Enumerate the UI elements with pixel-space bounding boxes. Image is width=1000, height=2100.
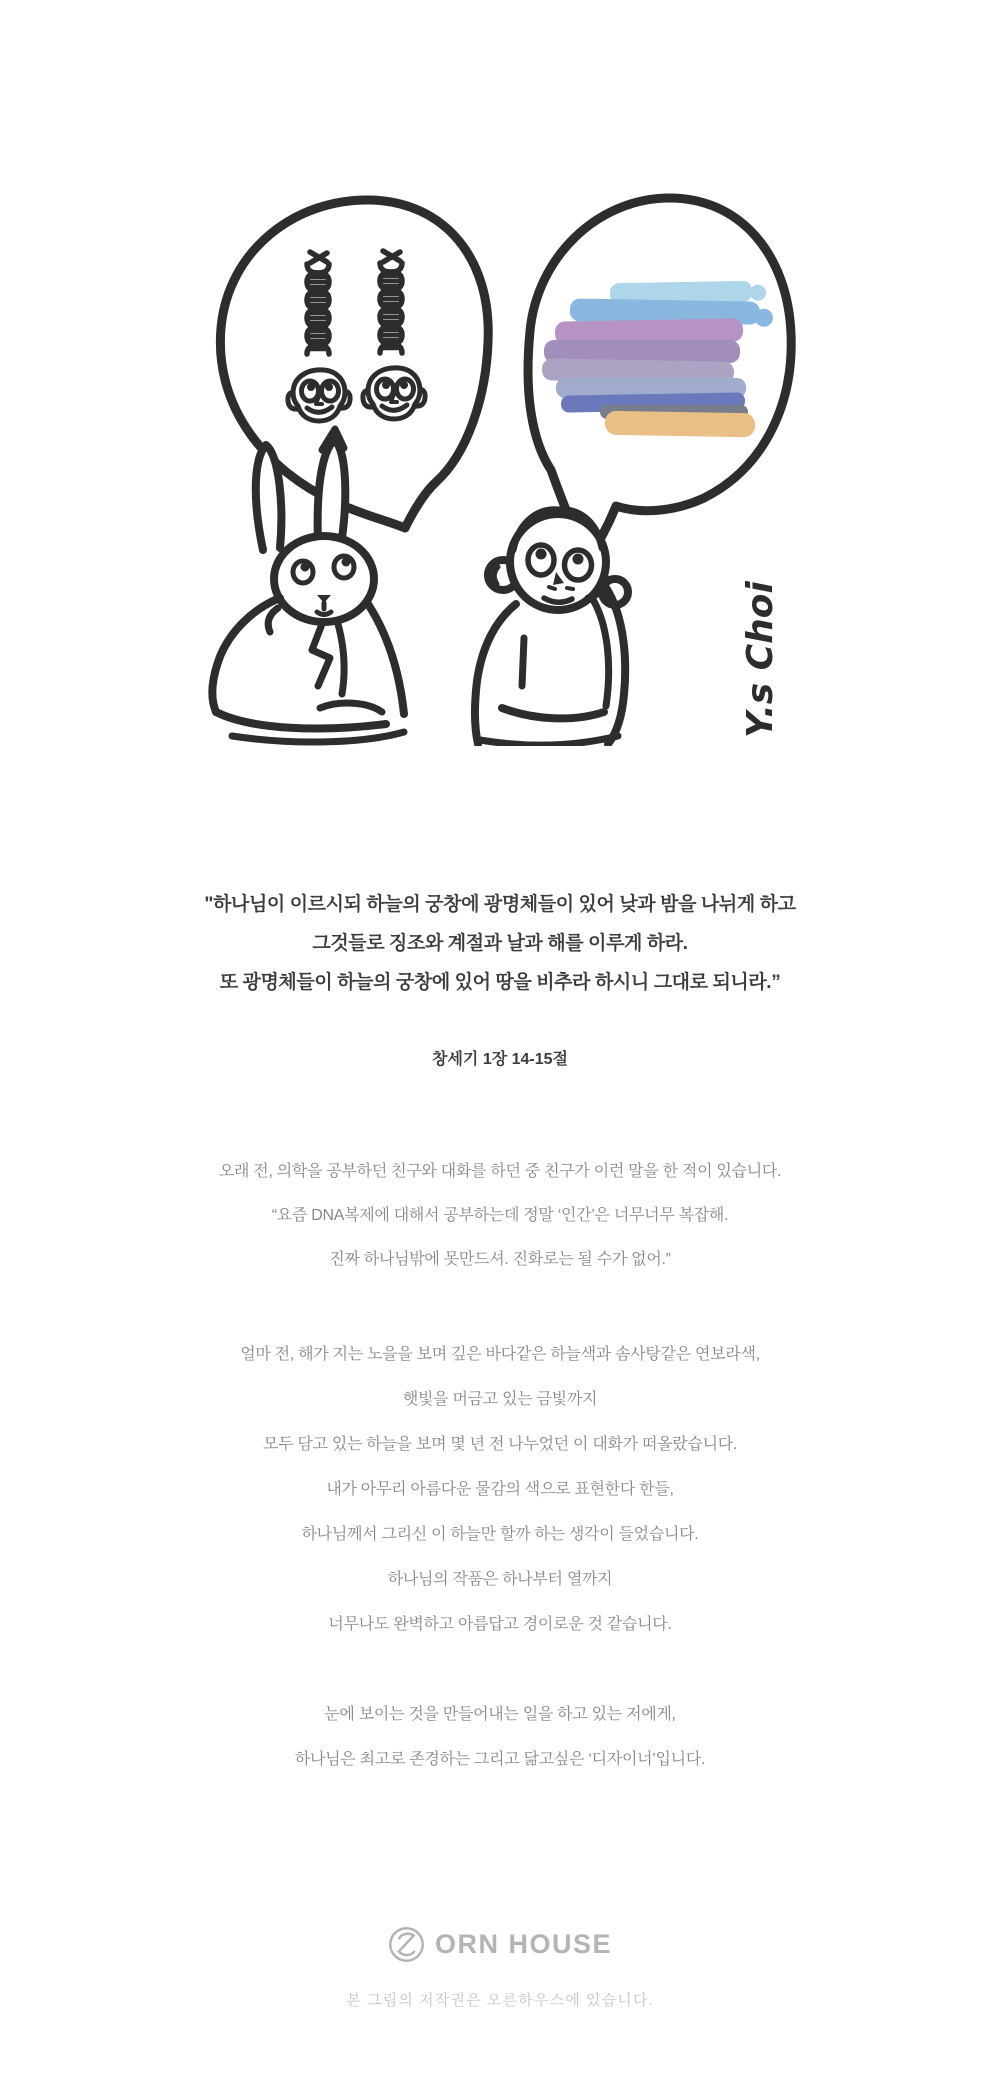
body-line: “요즘 DNA복제에 대해서 공부하는데 정말 ‘인간’은 너무너무 복잡해. [271, 1207, 729, 1224]
body-line: 하나님께서 그리신 이 하늘만 할까 하는 생각이 들었습니다. [301, 1526, 699, 1543]
rabbit-crossed-paw [320, 703, 382, 712]
paragraph [0, 1692, 1000, 1782]
body-line: 하나님의 작품은 하나부터 열까지 [387, 1571, 613, 1588]
verse-line: 또 광명체들이 하늘의 궁창에 있어 땅을 비추라 하시니 그대로 되니라.” [219, 972, 781, 993]
orn-house-circle-s-icon [388, 1926, 425, 1963]
body-line: 너무나도 완벽하고 아름답고 경이로운 것 같습니다. [328, 1616, 672, 1633]
rabbit-left-ear [256, 445, 282, 550]
rabbit-right-ear [318, 440, 346, 542]
body-line: 오래 전, 의학을 공부하던 친구와 대화를 하던 중 친구가 이런 말을 한 적이 있습니다. [218, 1163, 782, 1180]
body-line: 진짜 하나님밖에 못만드셔. 진화로는 될 수가 없어.” [329, 1251, 671, 1268]
hero-illustration [172, 146, 812, 746]
monkey-figure [475, 510, 628, 745]
rabbit-bottom-line [232, 732, 404, 742]
rabbit-forearm [216, 712, 386, 728]
artist-signature: Y.s Choi [740, 581, 781, 738]
monkey-bottom-line [480, 736, 618, 745]
body-line: 눈에 보이는 것을 만들어내는 일을 하고 있는 저에게, [324, 1706, 676, 1723]
body-line: 햇빛을 머금고 있는 금빛까지 [402, 1391, 598, 1408]
verse-line: 그것들로 징조와 계절과 날과 해를 이루게 하라. [312, 933, 688, 954]
monkey-chest-line [522, 638, 524, 686]
body-line: 내가 아무리 아름다운 물감의 색으로 표현한다 한들, [326, 1481, 674, 1498]
body-line: 얼마 전, 해가 지는 노을을 보며 깊은 바다같은 하늘색과 솜사탕같은 연보라색, [240, 1346, 760, 1363]
orn-house-logo [0, 1926, 1000, 1963]
copyright-notice: 본 그림의 저작권은 오른하우스에 있습니다. [346, 1993, 654, 2009]
paragraph [0, 1150, 1000, 1282]
rabbit-jacket-zigzag [312, 624, 330, 686]
paragraph [0, 1332, 1000, 1647]
logo-text: ORN HOUSE [434, 1929, 613, 1959]
verse-reference: 창세기 1장 14-15절 [432, 1051, 568, 1068]
body-line: 하나님은 최고로 존경하는 그리고 닮고싶은 ‘디자이너’입니다. [294, 1751, 706, 1768]
rabbit-jacket-lapel [338, 624, 344, 694]
body-line: 모두 담고 있는 하늘을 보며 몇 년 전 나누었던 이 대화가 떠올랐습니다. [262, 1436, 738, 1453]
monkey-arm-inner [592, 598, 609, 706]
rabbit-paw [268, 608, 278, 632]
rabbit-body-line [368, 604, 404, 714]
verse-line: "하나님이 이르시되 하늘의 궁창에 광명체들이 있어 낮과 밤을 나뉘게 하고 [204, 894, 796, 915]
monkey-resting-arm [502, 708, 604, 718]
bible-verse [0, 885, 1000, 1002]
monkey-body-left [475, 604, 516, 744]
watercolor-stripe [605, 411, 755, 438]
